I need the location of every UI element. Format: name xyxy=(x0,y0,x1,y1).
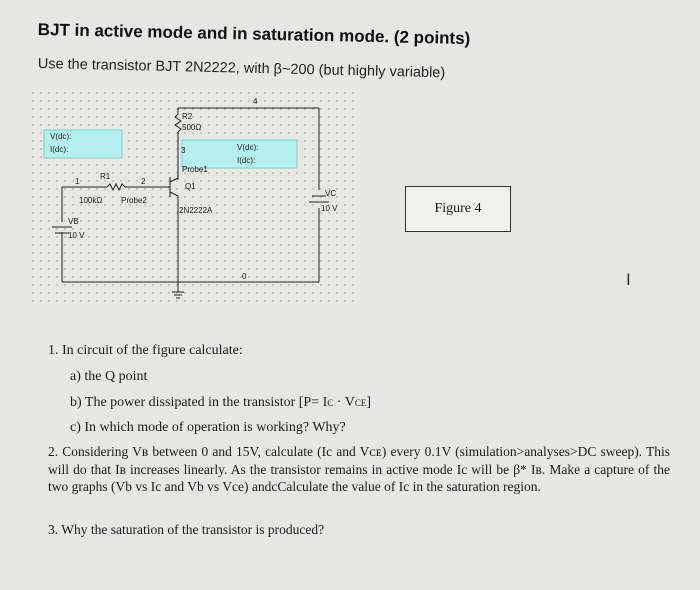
probe2-label: Probe2 xyxy=(121,196,147,205)
probe-left-vdc: V(dc): xyxy=(50,132,72,141)
text-cursor-icon: I xyxy=(626,270,631,289)
question-1b-sub-ce: CE xyxy=(354,398,367,408)
node-2: 2 xyxy=(141,177,146,186)
problem-title: BJT in active mode and in saturation mode. (2 points) xyxy=(37,20,471,49)
question-2: 2. Considering Vʙ between 0 and 15V, calculate (Ic and Vᴄᴇ) every 0.1V (simulation>analyses>DC sweep). This will do that Iʙ increases linearly. As the transistor remains in active mode Ic will be β* Iʙ. Make a capture of the two graphs (Vb vs Ic and Vb vs Vce) andcCalculate the value of Ic in the saturation region. xyxy=(48,444,670,494)
probe1-label: Probe1 xyxy=(182,165,208,174)
problem-subtitle: Use the transistor BJT 2N2222, with β~200 (but highly variable) xyxy=(37,56,446,82)
node-1: 1 xyxy=(75,177,80,186)
probe-right-vdc: V(dc): xyxy=(237,143,259,152)
question-1b-text-b: · V xyxy=(333,395,355,410)
q1-label: Q1 xyxy=(185,182,196,191)
q1-part: 2N2222A xyxy=(179,206,213,215)
figure-caption-box xyxy=(405,186,511,232)
question-1c: c) In which mode of operation is working? Why? xyxy=(70,420,346,435)
vb-value: 10 V xyxy=(68,231,85,240)
r2-value: 500Ω xyxy=(182,123,202,132)
node-0: 0 xyxy=(242,272,247,281)
probe-left-idc: I(dc): xyxy=(50,145,69,154)
question-3: 3. Why the saturation of the transistor is produced? xyxy=(48,522,325,537)
question-1b-text-c: ] xyxy=(366,395,371,410)
question-1b-sub-c: C xyxy=(327,398,334,408)
question-1a: a) the Q point xyxy=(70,369,148,384)
r1-value: 100kΩ xyxy=(79,196,103,205)
vc-label: VC xyxy=(325,189,337,198)
question-1-intro: 1. In circuit of the figure calculate: xyxy=(48,343,243,358)
question-1b-text-a: b) The power dissipated in the transistor [P= I xyxy=(70,395,328,410)
circuit-schematic xyxy=(32,92,362,312)
figure-caption: Figure 4 xyxy=(434,201,482,216)
probe-right-idc: I(dc): xyxy=(237,156,256,165)
r1-label: R1 xyxy=(100,172,111,181)
vc-value: 10 V xyxy=(321,204,338,213)
r2-label: R2 xyxy=(182,112,193,121)
question-1b xyxy=(70,392,371,414)
node-4: 4 xyxy=(253,97,258,106)
vb-label: VB xyxy=(68,217,79,226)
node-3: 3 xyxy=(181,146,186,155)
